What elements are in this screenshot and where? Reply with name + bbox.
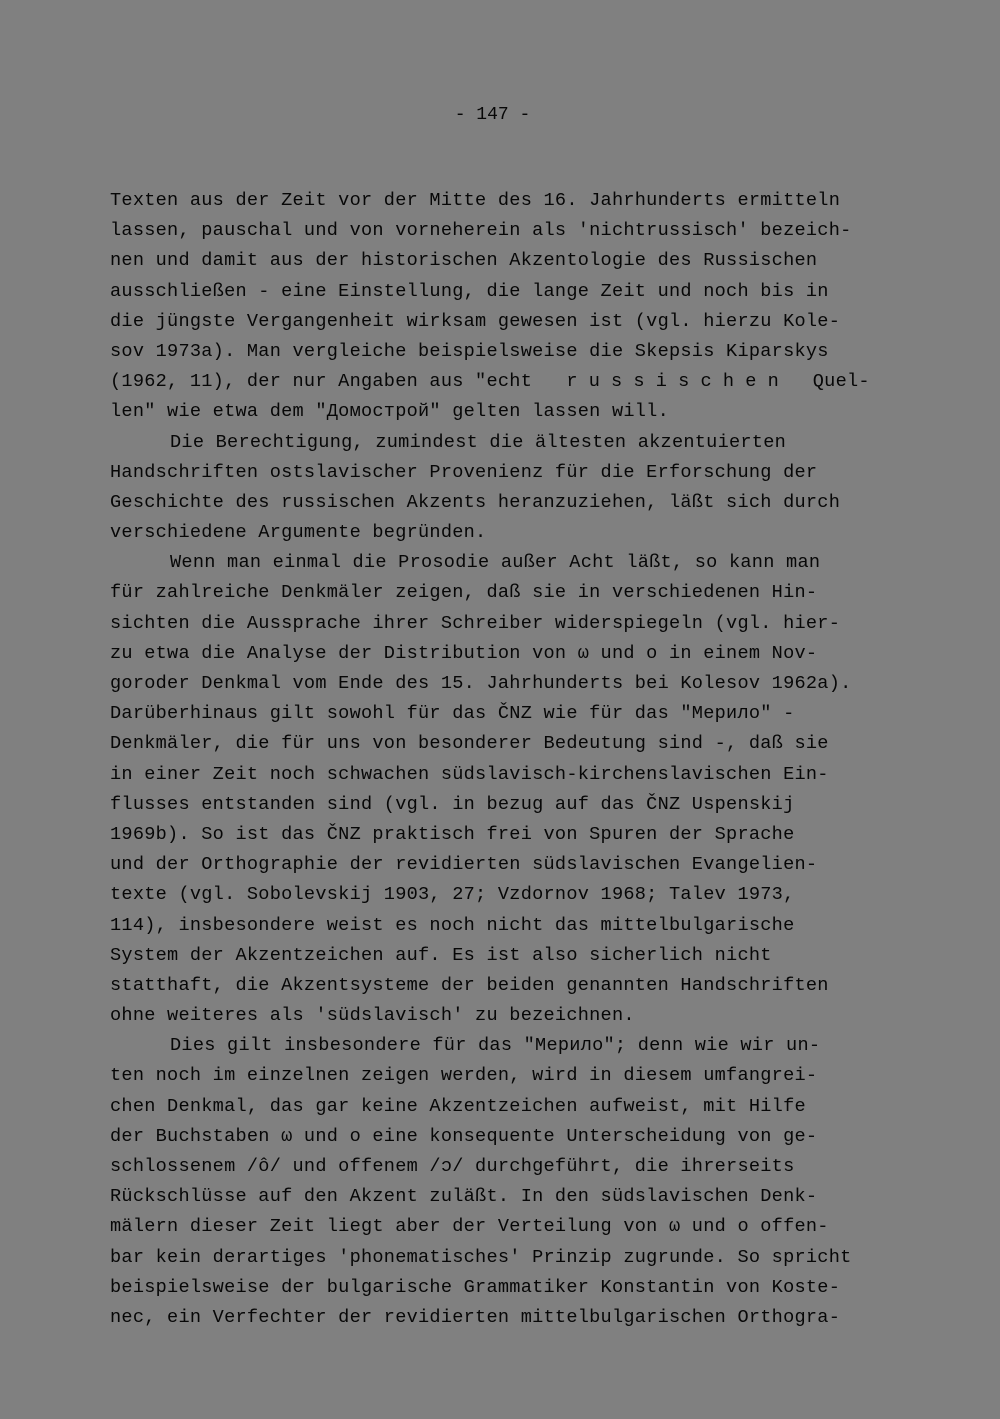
text-line: Geschichte des russischen Akzents heranzuziehen, läßt sich durch — [110, 491, 841, 513]
body-text — [110, 186, 910, 1333]
spaced-word: russischen — [566, 371, 790, 393]
text-line — [110, 367, 910, 397]
text-line: schlossenem /ô/ und offenem /ɔ/ durchgeführt, die ihrerseits — [110, 1156, 795, 1177]
text-line: nec, ein Verfechter der revidierten mittelbulgarischen Orthogra- — [110, 1306, 841, 1328]
text-line: für zahlreiche Denkmäler zeigen, daß sie in verschiedenen Hin- — [110, 582, 818, 604]
text-line: goroder Denkmal vom Ende des 15. Jahrhunderts bei Kolesov 1962a). — [110, 673, 852, 694]
text-line: der Buchstaben ω und o eine konsequente Unterscheidung von ge- — [110, 1125, 818, 1147]
text-line: Dies gilt insbesondere für das "Мерило"; denn wie wir un- — [170, 1035, 821, 1057]
text-line: ohne weiteres als 'südslavisch' zu bezeichnen. — [110, 1005, 635, 1027]
text-line: 1969b). So ist das ČNZ praktisch frei von Spuren der Sprache — [110, 823, 795, 845]
text-line: 114), insbesondere weist es noch nicht das mittelbulgarische — [110, 914, 795, 936]
paragraph — [110, 1031, 910, 1333]
text-segment: Quel- — [812, 371, 870, 393]
paragraph — [110, 428, 910, 549]
text-line: Texten aus der Zeit vor der Mitte des 16. Jahrhunderts ermitteln — [110, 190, 841, 211]
text-line: Darüberhinaus gilt sowohl für das ČNZ wie für das "Мерило" - — [110, 703, 795, 725]
text-line: bar kein derartiges 'phonematisches' Prinzip zugrunde. So spricht — [110, 1246, 852, 1268]
text-line: mälern dieser Zeit liegt aber der Verteilung von ω und o offen- — [110, 1216, 829, 1238]
paragraph — [110, 186, 910, 428]
text-line: Wenn man einmal die Prosodie außer Acht läßt, so kann man — [170, 552, 821, 574]
text-line: verschiedene Argumente begründen. — [110, 522, 487, 544]
text-line: System der Akzentzeichen auf. Es ist also sicherlich nicht — [110, 944, 772, 966]
text-line: len" wie etwa dem "Домострой" gelten lassen will. — [110, 401, 669, 423]
text-line: die jüngste Vergangenheit wirksam gewesen ist (vgl. hierzu Kole- — [110, 310, 841, 332]
text-line: Rückschlüsse auf den Akzent zuläßt. In den südslavischen Denk- — [110, 1186, 818, 1208]
text-line: flusses entstanden sind (vgl. in bezug auf das ČNZ Uspenskij — [110, 793, 795, 815]
text-line: ausschließen - eine Einstellung, die lange Zeit und noch bis in — [110, 280, 829, 302]
text-line: Handschriften ostslavischer Provenienz für die Erforschung der — [110, 461, 818, 483]
text-line: sichten die Aussprache ihrer Schreiber widerspiegeln (vgl. hier- — [110, 612, 841, 634]
text-line: beispielsweise der bulgarische Grammatiker Konstantin von Koste- — [110, 1276, 841, 1298]
text-line: lassen, pauschal und von vorneherein als 'nichtrussisch' bezeich- — [110, 220, 852, 242]
text-line: Die Berechtigung, zumindest die ältesten akzentuierten — [170, 431, 787, 453]
text-line: in einer Zeit noch schwachen südslavisch-kirchenslavischen Ein- — [110, 763, 829, 785]
paragraph — [110, 548, 910, 1031]
text-line: chen Denkmal, das gar keine Akzentzeichen aufweist, mit Hilfe — [110, 1095, 806, 1117]
text-line: Denkmäler, die für uns von besonderer Bedeutung sind -, daß sie — [110, 733, 829, 755]
text-line: zu etwa die Analyse der Distribution von ω und o in einem Nov- — [110, 642, 818, 664]
text-line: ten noch im einzelnen zeigen werden, wird in diesem umfangrei- — [110, 1065, 818, 1087]
text-line: und der Orthographie der revidierten südslavischen Evangelien- — [110, 854, 818, 876]
text-line: nen und damit aus der historischen Akzentologie des Russischen — [110, 250, 818, 272]
text-segment: (1962, 11), der nur Angaben aus "echt — [110, 371, 533, 393]
text-line: statthaft, die Akzentsysteme der beiden genannten Handschriften — [110, 974, 829, 996]
text-line: texte (vgl. Sobolevskij 1903, 27; Vzdornov 1968; Talev 1973, — [110, 884, 795, 906]
page-number: - 147 - — [454, 105, 531, 125]
text-line: sov 1973a). Man vergleiche beispielsweise die Skepsis Kiparskys — [110, 340, 829, 362]
